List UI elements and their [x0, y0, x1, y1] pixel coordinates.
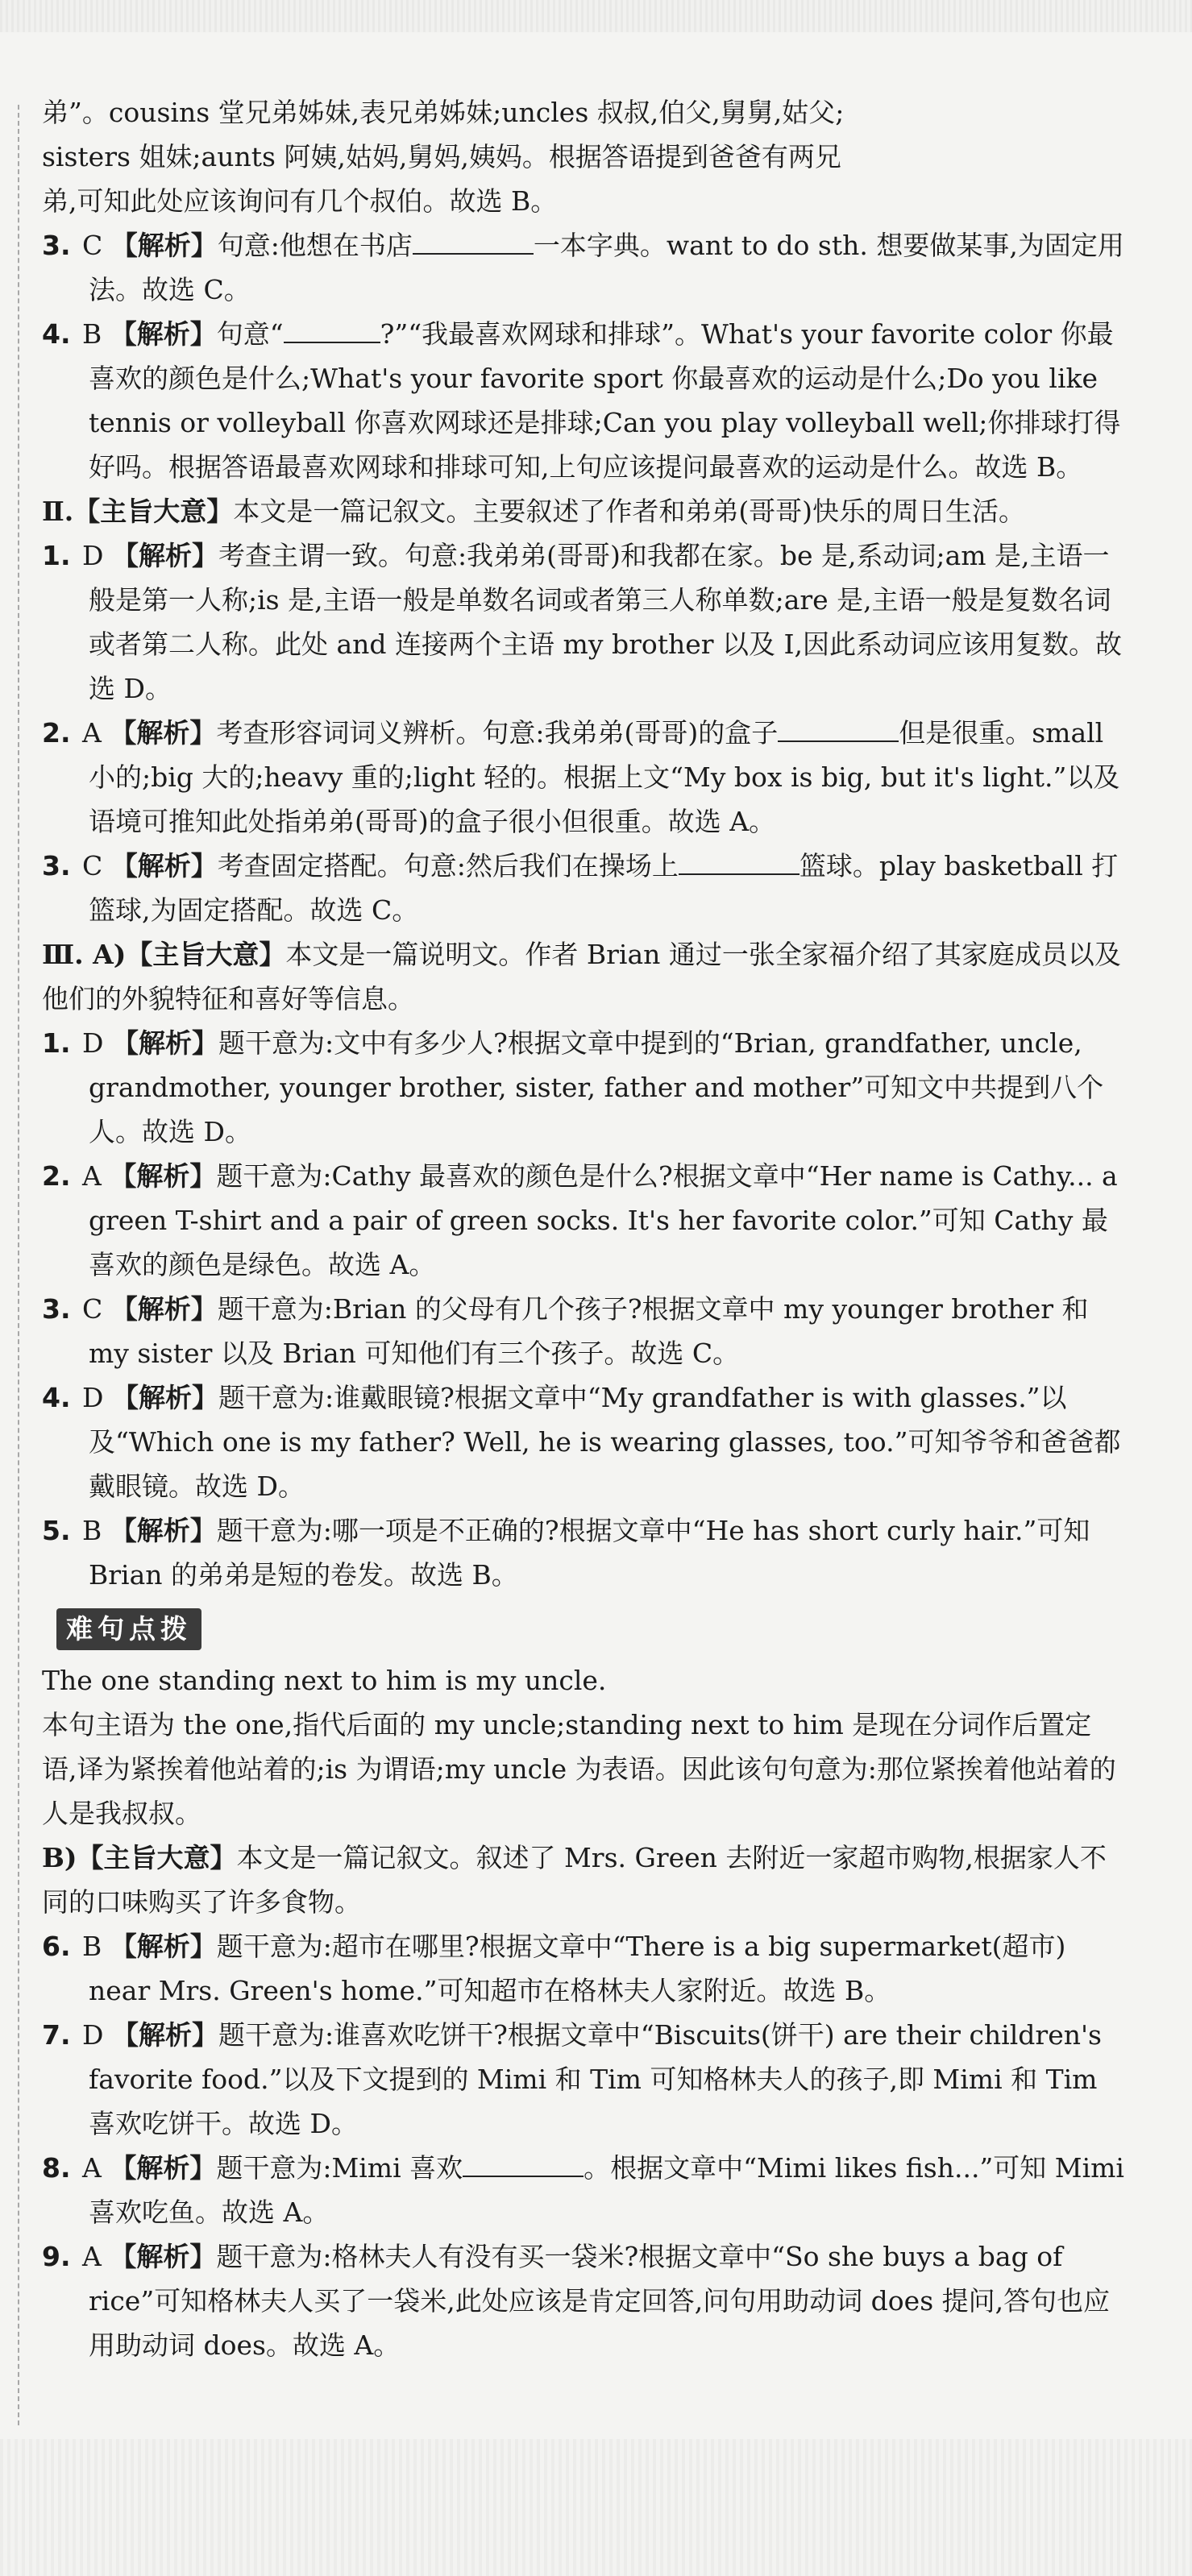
- item-text: 考查主谓一致。句意:我弟弟(哥哥)和我都在家。be 是,系动词;am 是,主语一般是第一人称;is 是,主语一般是单数名词或者第三人称单数;are 是,主语一般是复数名词或者第二人称。此处 and 连接两个主语 my brother 以及 I,因此系动词应该用复数。故选 D。: [89, 540, 1123, 704]
- item-text: 考查形容词词义辨析。句意:我弟弟(哥哥)的盒子: [216, 717, 779, 749]
- item-answer: C: [82, 1293, 103, 1325]
- item-answer: C: [82, 850, 103, 881]
- item-answer: D: [82, 1382, 104, 1413]
- item-answer: B: [82, 318, 102, 350]
- item-text-after: ?”“我最喜欢网球和排球”。What's your favorite color 你最喜欢的颜色是什么;What's your favorite sport 你最喜欢的运动是什么;Do you like tennis or volleyball 你喜欢网球还是排球;Can you play volleyball well;你排球打得好吗。根据答语最喜欢网球和排球可知,上句应该提问最喜欢的运动是什么。故选 B。: [89, 318, 1121, 483]
- section-iii-a-summary: [42, 932, 1126, 1021]
- item-answer: B: [82, 1931, 102, 1962]
- item-text: 题干意为:Brian 的父母有几个孩子?根据文章中 my younger brother 和 my sister 以及 Brian 可知他们有三个孩子。故选 C。: [89, 1293, 1089, 1369]
- item-number: 6.: [42, 1931, 71, 1962]
- analysis-tag: 【解析】: [110, 2241, 217, 2272]
- section-label: Ⅱ.【主旨大意】: [42, 496, 234, 527]
- intro-line-3: 弟,可知此处应该询问有几个叔伯。故选 B。: [42, 185, 558, 217]
- item-text: 题干意为:谁戴眼镜?根据文章中“My grandfather is with glasses.”以及“Which one is my father? Well, he is wearing glasses, too.”可知爷爷和爸爸都戴眼镜。故选 D。: [89, 1382, 1121, 1502]
- analysis-tag: 【解析】: [110, 318, 217, 350]
- blank-line: [284, 317, 380, 343]
- scan-edge-top: [0, 0, 1192, 32]
- item-number: 3.: [42, 1293, 71, 1325]
- item-text: 题干意为:Cathy 最喜欢的颜色是什么?根据文章中“Her name is Cathy... a green T-shirt and a pair of green socks. It's her favorite color.”可知 Cathy 最喜欢的颜色是绿色。故选 A。: [89, 1160, 1118, 1280]
- item-iii-2: [42, 1154, 1126, 1287]
- section-summary: 本文是一篇记叙文。主要叙述了作者和弟弟(哥哥)快乐的周日生活。: [233, 496, 1026, 527]
- analysis-tag: 【解析】: [110, 1293, 218, 1325]
- analysis-tag: 【解析】: [110, 717, 217, 749]
- item-iii-7: [42, 2013, 1126, 2146]
- section-summary: 本文是一篇记叙文。叙述了 Mrs. Green 去附近一家超市购物,根据家人不同的口味购买了许多食物。: [42, 1842, 1107, 1918]
- analysis-tag: 【解析】: [111, 2019, 218, 2051]
- analysis-tag: 【解析】: [110, 2152, 217, 2184]
- analysis-tag: 【解析】: [110, 850, 218, 881]
- item-iii-4: [42, 1375, 1126, 1508]
- section-iii-b-summary: [42, 1836, 1126, 1924]
- item-number: 1.: [42, 540, 71, 571]
- item-answer: B: [82, 1515, 102, 1546]
- item-text: 题干意为:文中有多少人?根据文章中提到的“Brian, grandfather, uncle, grandmother, younger brother, sister, father and mother”可知文中共提到八个人。故选 D。: [89, 1027, 1104, 1147]
- section-label: Ⅲ. A)【主旨大意】: [42, 939, 286, 970]
- analysis-tag: 【解析】: [111, 1027, 218, 1059]
- margin-dashed-line: [18, 105, 19, 2425]
- item-number: 4.: [42, 1382, 71, 1413]
- item-iii-1: [42, 1021, 1126, 1154]
- item-i-3: [42, 223, 1126, 312]
- item-text: 题干意为:格林夫人有没有买一袋米?根据文章中“So she buys a bag of rice”可知格林夫人买了一袋米,此处应该是肯定回答,问句用助动词 does 提问,答句也应用助动词 does。故选 A。: [89, 2241, 1111, 2361]
- item-text: 题干意为:谁喜欢吃饼干?根据文章中“Biscuits(饼干) are their children's favorite food.”以及下文提到的 Mimi 和 Tim 可知格林夫人的孩子,即 Mimi 和 Tim 喜欢吃饼干。故选 D。: [89, 2019, 1102, 2139]
- item-number: 2.: [42, 1160, 71, 1192]
- item-answer: C: [82, 230, 103, 261]
- analysis-tag: 【解析】: [110, 1515, 217, 1546]
- item-ii-1: [42, 533, 1126, 711]
- item-answer: A: [82, 2241, 102, 2272]
- item-iii-5: [42, 1508, 1126, 1597]
- blank-line: [413, 229, 534, 255]
- item-iii-8: [42, 2146, 1126, 2234]
- item-text-after: 一本字典。want to do sth. 想要做某事,为固定用法。故选 C。: [89, 230, 1124, 305]
- item-iii-6: [42, 1924, 1126, 2013]
- item-number: 3.: [42, 230, 71, 261]
- item-ii-2: [42, 711, 1126, 844]
- answer-page: [42, 90, 1126, 2367]
- blank-line: [679, 849, 800, 875]
- item-text-after: 。根据文章中“Mimi likes fish...”可知 Mimi 喜欢吃鱼。故选 A。: [89, 2152, 1124, 2228]
- difficult-sentence-badge: 难句点拨: [56, 1608, 201, 1650]
- item-text: 题干意为:Mimi 喜欢: [216, 2152, 463, 2184]
- section-summary: 本文是一篇说明文。作者 Brian 通过一张全家福介绍了其家庭成员以及他们的外貌特征和喜好等信息。: [42, 939, 1121, 1014]
- analysis-tag: 【解析】: [110, 1931, 217, 1962]
- item-number: 9.: [42, 2241, 71, 2272]
- item-answer: A: [82, 717, 102, 749]
- item-text: 考查固定搭配。句意:然后我们在操场上: [217, 850, 679, 881]
- item-number: 3.: [42, 850, 71, 881]
- item-number: 4.: [42, 318, 71, 350]
- item-ii-3: [42, 844, 1126, 932]
- item-number: 8.: [42, 2152, 71, 2184]
- blank-line: [463, 2151, 584, 2177]
- scan-edge-bottom: [0, 2439, 1192, 2576]
- item-text: 题干意为:哪一项是不正确的?根据文章中“He has short curly hair.”可知 Brian 的弟弟是短的卷发。故选 B。: [89, 1515, 1090, 1591]
- item-answer: D: [82, 540, 104, 571]
- analysis-tag: 【解析】: [110, 1160, 217, 1192]
- item-answer: D: [82, 2019, 104, 2051]
- section-ii-summary: [42, 489, 1126, 533]
- analysis-tag: 【解析】: [110, 230, 218, 261]
- item-text-after: 但是很重。small 小的;big 大的;heavy 重的;light 轻的。根据上文“My box is big, but it's light.”以及语境可推知此处指弟弟(哥哥)的盒子很小但很重。故选 A。: [89, 717, 1120, 837]
- item-text: 句意:他想在书店: [217, 230, 413, 261]
- intro-line-1: 弟”。cousins 堂兄弟姊妹,表兄弟姊妹;uncles 叔叔,伯父,舅舅,姑父;: [42, 97, 845, 128]
- difficult-sentence-explanation: 本句主语为 the one,指代后面的 my uncle;standing next to him 是现在分词作后置定语,译为紧挨着他站着的;is 为谓语;my uncle 为表语。因此该句句意为:那位紧挨着他站着的人是我叔叔。: [42, 1709, 1116, 1829]
- item-answer: A: [82, 2152, 102, 2184]
- item-text-after: 篮球。play basketball 打篮球,为固定搭配。故选 C。: [89, 850, 1119, 926]
- item-answer: A: [82, 1160, 102, 1192]
- item-i-4: [42, 312, 1126, 489]
- section-label: B)【主旨大意】: [42, 1842, 237, 1873]
- item-text: 句意“: [216, 318, 284, 350]
- item-number: 1.: [42, 1027, 71, 1059]
- item-number: 5.: [42, 1515, 71, 1546]
- item-text: 题干意为:超市在哪里?根据文章中“There is a big supermarket(超市) near Mrs. Green's home.”可知超市在格林夫人家附近。故选 B。: [89, 1931, 1066, 2006]
- analysis-tag: 【解析】: [111, 1382, 218, 1413]
- item-iii-9: [42, 2234, 1126, 2367]
- analysis-tag: 【解析】: [111, 540, 218, 571]
- item-number: 2.: [42, 717, 71, 749]
- item-answer: D: [82, 1027, 104, 1059]
- intro-line-2: sisters 姐妹;aunts 阿姨,姑妈,舅妈,姨妈。根据答语提到爸爸有两兄: [42, 141, 841, 172]
- blank-line: [778, 716, 899, 742]
- item-iii-3: [42, 1287, 1126, 1375]
- item-number: 7.: [42, 2019, 71, 2051]
- difficult-sentence: The one standing next to him is my uncle.: [42, 1665, 607, 1696]
